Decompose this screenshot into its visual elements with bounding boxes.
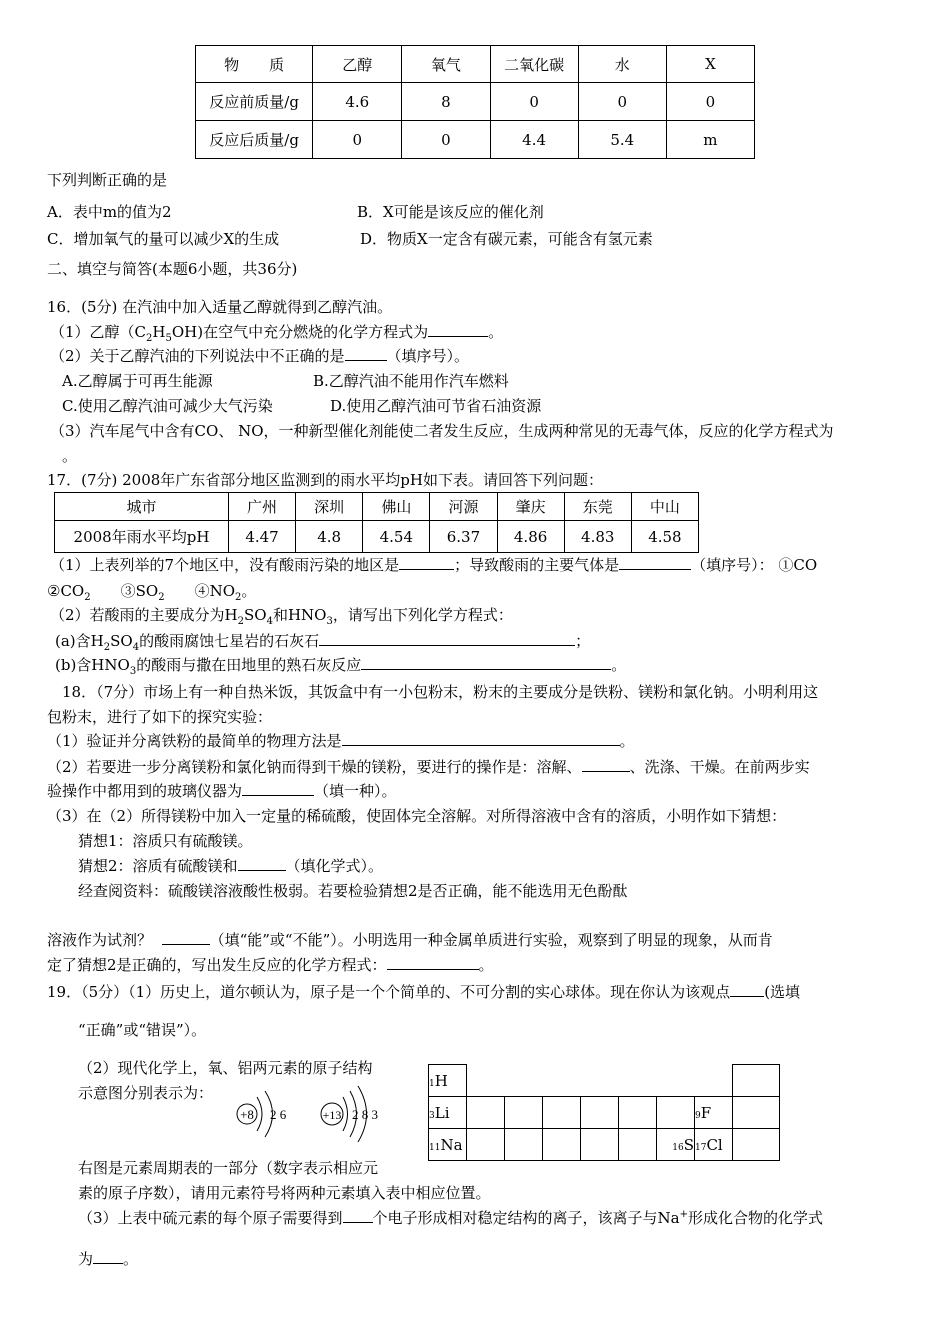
q16-title: 16．(5分) 在汽油中加入适量乙醇就得到乙醇汽油。 [47, 298, 393, 316]
table-header-cell: 城市 [55, 493, 229, 521]
q17-part2: （2）若酸雨的主要成分为$H_2SO_4$和$HNO_3$，请写出下列化学方程式： [50, 606, 513, 627]
q17-part2a: (a)含$H_2SO_4$的酸雨腐蚀七星岩的石灰石 ； [55, 632, 591, 653]
q15-option-b: B．X可能是该反应的催化剂 [357, 203, 544, 221]
table-cell: 反应前质量/g [196, 83, 313, 121]
element-cell-f[interactable]: 9F [695, 1097, 733, 1129]
answer-blank[interactable] [428, 322, 488, 337]
q19-part1-end: “正确”或“错误”）。 [78, 1021, 207, 1039]
element-cell-empty[interactable] [543, 1097, 581, 1129]
oxygen-atom-diagram [237, 1091, 287, 1137]
table-header-cell: 东莞 [564, 493, 631, 521]
q15-stem: 下列判断正确的是 [47, 171, 168, 189]
q16-option-d: D.使用乙醇汽油可节省石油资源 [330, 397, 542, 415]
element-cell-cl[interactable]: 17Cl [695, 1129, 733, 1161]
table-cell: 4.86 [497, 521, 564, 553]
element-cell-empty[interactable] [581, 1097, 619, 1129]
rain-ph-table [54, 492, 699, 553]
table-cell: 4.8 [296, 521, 363, 553]
periodic-table-fragment [428, 1064, 780, 1161]
table-header-cell: X [666, 46, 754, 83]
table-cell: m [666, 121, 754, 159]
reaction-mass-table [195, 45, 755, 159]
q16-option-b: B.乙醇汽油不能用作汽车燃料 [313, 372, 509, 390]
atom-structure-diagrams [230, 1083, 400, 1143]
answer-blank[interactable] [162, 930, 210, 945]
table-cell: 0 [578, 83, 666, 121]
table-cell: 0 [313, 121, 402, 159]
table-header-cell: 佛山 [363, 493, 430, 521]
q18-part1: （1）验证并分离铁粉的最简单的物理方法是 。 [47, 732, 635, 750]
q18-info: 经查阅资料：硫酸镁溶液酸性极弱。若要检验猜想2是否正确，能不能选用无色酚酞 [78, 882, 628, 900]
q18-guess2: 猜想2：溶质有硫酸镁和 （填化学式）。 [78, 857, 384, 875]
q19-part3: （3）上表中硫元素的每个原子需要得到 个电子形成相对稳定结构的离子，该离子与Na+形成化合物的化学式 [78, 1209, 824, 1227]
answer-blank[interactable] [730, 982, 764, 997]
table-cell: 0 [666, 83, 754, 121]
q18-line1: 18．（7分）市场上有一种自热米饭，其饭盒中有一小包粉末，粉末的主要成分是铁粉、镁粉和氯化钠。小明利用这 [62, 683, 819, 701]
q16-part2: （2）关于乙醇汽油的下列说法中不正确的是 （填序号）。 [50, 347, 470, 365]
q19-part2c: 右图是元素周期表的一部分（数字表示相应元 [78, 1159, 379, 1177]
q18-guess1: 猜想1：溶质只有硫酸镁。 [78, 832, 253, 850]
table-cell: 5.4 [578, 121, 666, 159]
oxygen-shells: 2 6 [270, 1107, 287, 1122]
q17-part1: （1）上表列举的7个地区中，没有酸雨污染的地区是 ；导致酸雨的主要气体是 （填序号）： ①CO [50, 556, 818, 574]
table-cell: 8 [402, 83, 490, 121]
table-header-cell: 乙醇 [313, 46, 402, 83]
aluminum-atom-diagram [321, 1086, 378, 1142]
q16-option-a: A.乙醇属于可再生能源 [62, 372, 213, 390]
q18-line8: 定了猜想2是正确的，写出发生反应的化学方程式： 。 [47, 956, 494, 974]
element-cell-empty[interactable] [733, 1065, 780, 1097]
q19-part3-end: 为 。 [78, 1250, 139, 1268]
table-cell: 4.58 [631, 521, 698, 553]
element-cell-na[interactable]: 11Na [429, 1129, 467, 1161]
table-header-cell: 深圳 [296, 493, 363, 521]
answer-blank[interactable] [582, 757, 630, 772]
table-cell: 4.6 [313, 83, 402, 121]
q18-part2: （2）若要进一步分离镁粉和氯化钠而得到干燥的镁粉，要进行的操作是：溶解、 、洗涤、干燥。在前两步实 [47, 758, 810, 776]
q17-title: 17．(7分) 2008年广东省部分地区监测到的雨水平均pH如下表。请回答下列问题： [47, 471, 603, 489]
element-cell-empty[interactable] [543, 1129, 581, 1161]
answer-blank[interactable] [238, 856, 286, 871]
q17-options: $②CO_2$ $③SO_2$ $④NO_2$。 [47, 582, 257, 603]
table-cell: 4.54 [363, 521, 430, 553]
table-cell: 反应后质量/g [196, 121, 313, 159]
answer-blank[interactable] [361, 655, 611, 670]
answer-blank[interactable] [399, 555, 454, 570]
table-cell: 4.83 [564, 521, 631, 553]
element-cell-empty[interactable] [657, 1097, 695, 1129]
element-cell-empty[interactable] [467, 1097, 505, 1129]
element-cell-empty[interactable] [619, 1097, 657, 1129]
q15-option-a: A．表中m的值为2 [47, 203, 172, 221]
q15-option-c: C．增加氧气的量可以减少X的生成 [47, 230, 280, 248]
q18-line2: 包粉末，进行了如下的探究实验： [47, 708, 273, 726]
table-cell: 0 [490, 83, 578, 121]
aluminum-shells: 2 8 3 [352, 1107, 378, 1122]
q15-option-d: D．物质X一定含有碳元素，可能含有氢元素 [360, 230, 653, 248]
table-header-cell: 广州 [228, 493, 295, 521]
table-cell: 4.4 [490, 121, 578, 159]
element-cell-empty[interactable] [733, 1129, 780, 1161]
table-row [196, 83, 755, 121]
element-cell-empty[interactable] [505, 1129, 543, 1161]
oxygen-nucleus: +8 [240, 1107, 254, 1122]
q18-line7: 溶液作为试剂？ （填“能”或“不能”）。小明选用一种金属单质进行实验，观察到了明显的现象，从而肯 [47, 931, 773, 949]
answer-blank[interactable] [343, 1208, 373, 1223]
element-cell-empty[interactable] [467, 1129, 505, 1161]
answer-blank[interactable] [342, 731, 620, 746]
q19-part2b: 示意图分别表示为： [78, 1084, 214, 1102]
answer-blank[interactable] [387, 955, 479, 970]
element-cell-h[interactable]: 1H [429, 1065, 467, 1097]
q19-part1: 19．（5分）（1）历史上，道尔顿认为，原子是一个个简单的、不可分割的实心球体。现在你认为该观点 (选填 [47, 983, 801, 1001]
section-heading: 二、填空与简答(本题6小题，共36分) [47, 260, 298, 278]
q17-part2b: (b)含$HNO_3$的酸雨与撒在田地里的熟石灰反应 。 [55, 656, 627, 677]
table-header-cell: 肇庆 [497, 493, 564, 521]
element-cell-empty[interactable] [581, 1129, 619, 1161]
q16-part3-end: 。 [62, 447, 78, 465]
element-cell-empty[interactable] [619, 1129, 657, 1161]
table-row [55, 521, 699, 553]
table-cell: 4.47 [228, 521, 295, 553]
answer-blank[interactable] [619, 555, 691, 570]
aluminum-nucleus: +13 [322, 1108, 342, 1122]
answer-blank[interactable] [345, 346, 387, 361]
q16-part3: （3）汽车尾气中含有CO、 NO，一种新型催化剂能使二者发生反应，生成两种常见的无毒气体，反应的化学方程式为 [50, 422, 834, 440]
q19-part2: （2）现代化学上，氧、铝两元素的原子结构 [78, 1059, 373, 1077]
table-cell: 6.37 [430, 521, 497, 553]
element-cell-li[interactable]: 3Li [429, 1097, 467, 1129]
table-header-cell: 二氧化碳 [490, 46, 578, 83]
answer-blank[interactable] [319, 631, 575, 646]
q18-part2b: 验操作中都用到的玻璃仪器为 （填一种）。 [47, 782, 397, 800]
answer-blank[interactable] [93, 1249, 123, 1264]
table-header-cell: 中山 [631, 493, 698, 521]
q16-option-c: C.使用乙醇汽油可减少大气污染 [62, 397, 273, 415]
table-header-cell: 氧气 [402, 46, 490, 83]
table-cell: 2008年雨水平均pH [55, 521, 229, 553]
element-cell-s[interactable]: 16S [657, 1129, 695, 1161]
table-header-cell: 水 [578, 46, 666, 83]
element-cell-empty[interactable] [505, 1097, 543, 1129]
table-header-cell: 物 质 [196, 46, 313, 83]
table-cell: 0 [402, 121, 490, 159]
answer-blank[interactable] [242, 781, 314, 796]
q19-part2d: 素的原子序数），请用元素符号将两种元素填入表中相应位置。 [78, 1184, 491, 1202]
table-header-cell: 河源 [430, 493, 497, 521]
q16-part1: （1）乙醇$(C_2H_5OH)$在空气中充分燃烧的化学方程式为 。 [50, 323, 504, 344]
table-row [196, 121, 755, 159]
element-cell-empty[interactable] [733, 1097, 780, 1129]
q18-part3: （3）在（2）所得镁粉中加入一定量的稀硫酸，使固体完全溶解。对所得溶液中含有的溶质，小明作如下猜想： [47, 807, 787, 825]
